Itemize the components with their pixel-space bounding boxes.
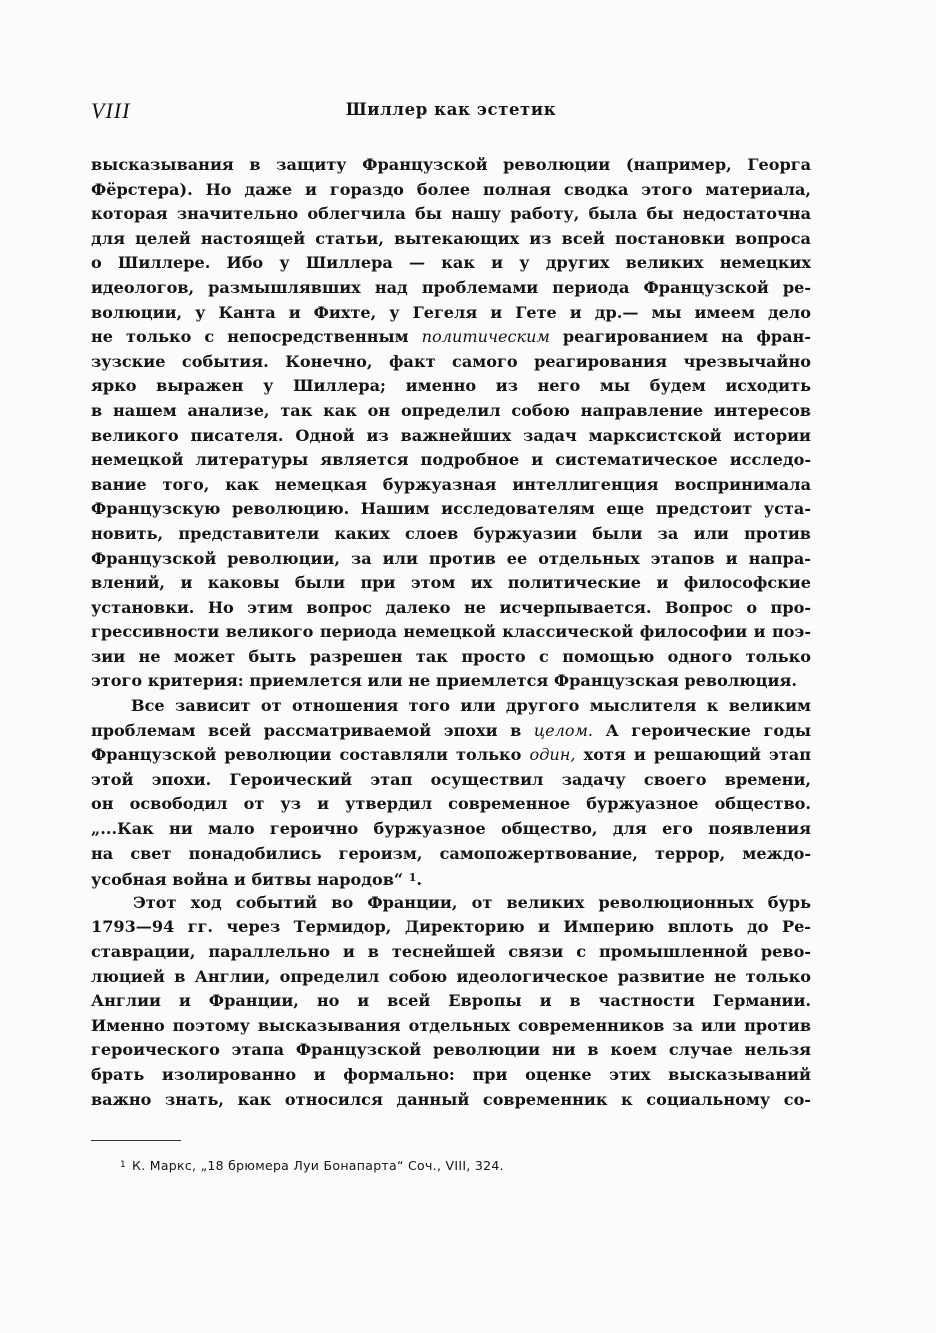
text-line: этого критерия: приемлется или не приемлется Французская революция. — [91, 671, 797, 691]
text-segment: . — [416, 870, 423, 890]
text-line: он освободил от уз и утвердил современное буржуазное общество. — [91, 794, 811, 814]
text-line: Именно поэтому высказывания отдельных современников за или против — [91, 1015, 811, 1035]
text-line: волюции, у Канта и Фихте, у Гегеля и Гете и др.— мы имеем дело — [91, 302, 811, 322]
text-line: Французской революции, за или против ее отдельных этапов и напра- — [91, 548, 811, 568]
text-line: влений, и каковы были при этом их политические и философские — [91, 573, 811, 593]
italic-word: один, — [529, 745, 576, 765]
footnote-reference[interactable]: 1 — [408, 871, 417, 885]
paragraph-2 — [91, 694, 811, 891]
text-line: высказывания в защиту Французской революции (например, Георга — [91, 155, 811, 174]
text-line: новить, представители каких слоев буржуазии были за или против — [91, 523, 811, 543]
text-line: которая значительно облегчила бы нашу работу, была бы недостаточна — [91, 204, 811, 224]
text-line: идеологов, размышлявших над проблемами периода Французской ре- — [91, 277, 811, 297]
text-line: Этот ход событий во Франции, от великих революционных бурь — [133, 892, 811, 912]
body-text — [91, 153, 811, 1112]
text-line — [91, 866, 811, 891]
text-line: для целей настоящей статьи, вытекающих из всей постановки вопроса — [91, 228, 811, 248]
text-line: вание того, как немецкая буржуазная интеллигенция воспринимала — [91, 474, 811, 494]
text-line: великого писателя. Одной из важнейших задач марксистской истории — [91, 425, 811, 445]
page-number: VIII — [91, 98, 131, 123]
text-line: ставрации, параллельно и в теснейшей связи с промышленной рево- — [91, 942, 811, 961]
text-line: на свет понадобились героизм, самопожертвование, террор, междо- — [91, 843, 811, 863]
text-segment: А героические годы — [605, 720, 811, 740]
text-line — [91, 325, 811, 350]
text-segment: проблемам всей рассматриваемой эпохи в — [91, 720, 522, 740]
text-line: Все зависит от отношения того или другого мыслителя к великим — [131, 696, 811, 716]
text-line: „...Как ни мало героично буржуазное общество, для его появления — [91, 819, 811, 839]
footnote-divider — [91, 1140, 181, 1141]
italic-word: политическим — [421, 327, 550, 347]
text-line — [91, 743, 811, 768]
text-line: этой эпохи. Героический этап осуществил задачу своего времени, — [91, 769, 811, 789]
paragraph-3 — [91, 891, 811, 1112]
text-line: важно знать, как относился данный современник к социальному со- — [91, 1089, 811, 1109]
text-line — [91, 719, 811, 744]
text-line: Англии и Франции, но и всей Европы и в частности Германии. — [91, 991, 811, 1011]
text-segment: реагированием на фран- — [562, 327, 811, 347]
text-line: зии не может быть разрешен так просто с помощью одного только — [91, 646, 811, 666]
text-segment: Французской революции составляли только — [91, 745, 522, 765]
text-segment: усобная война и битвы народов“ — [91, 870, 404, 890]
text-line: зузские события. Конечно, факт самого реагирования чрезвычайно — [91, 351, 811, 371]
text-line: 1793—94 гг. через Термидор, Директорию и Империю вплоть до Ре- — [91, 917, 811, 937]
running-title: Шиллер как эстетик — [345, 100, 557, 119]
footnote-mark: 1 — [120, 1160, 127, 1170]
text-line: брать изолированно и формально: при оценке этих высказываний — [91, 1064, 811, 1084]
text-line: в нашем анализе, так как он определил собою направление интересов — [91, 400, 811, 420]
text-line: ярко выражен у Шиллера; именно из него мы будем исходить — [91, 376, 811, 396]
text-segment: хотя и решающий этап — [583, 745, 811, 765]
italic-word: целом. — [533, 720, 594, 740]
text-line: установки. Но этим вопрос далеко не исчерпывается. Вопрос о про- — [91, 597, 811, 617]
text-segment: не только с непосредственным — [91, 327, 409, 347]
text-line: Фёрстера). Но даже и гораздо более полная сводка этого материала, — [91, 179, 811, 199]
footnote — [120, 1158, 504, 1173]
text-line: героического этапа Французской революции ни в коем случае нельзя — [91, 1040, 811, 1060]
footnote-text: К. Маркс, „18 брюмера Луи Бонапарта“ Соч., VIII, 324. — [132, 1158, 504, 1173]
text-line: немецкой литературы является подробное и систематическое исследо- — [91, 450, 811, 470]
paragraph-1 — [91, 153, 811, 694]
text-line: Французскую революцию. Нашим исследователям еще предстоит уста- — [91, 499, 811, 519]
page-header — [91, 96, 811, 128]
text-line: люцией в Англии, определил собою идеологическое развитие не только — [91, 966, 811, 986]
text-line: о Шиллере. Ибо у Шиллера — как и у других великих немецких — [91, 253, 811, 273]
text-line: грессивности великого периода немецкой классической философии и поэ- — [91, 622, 811, 642]
